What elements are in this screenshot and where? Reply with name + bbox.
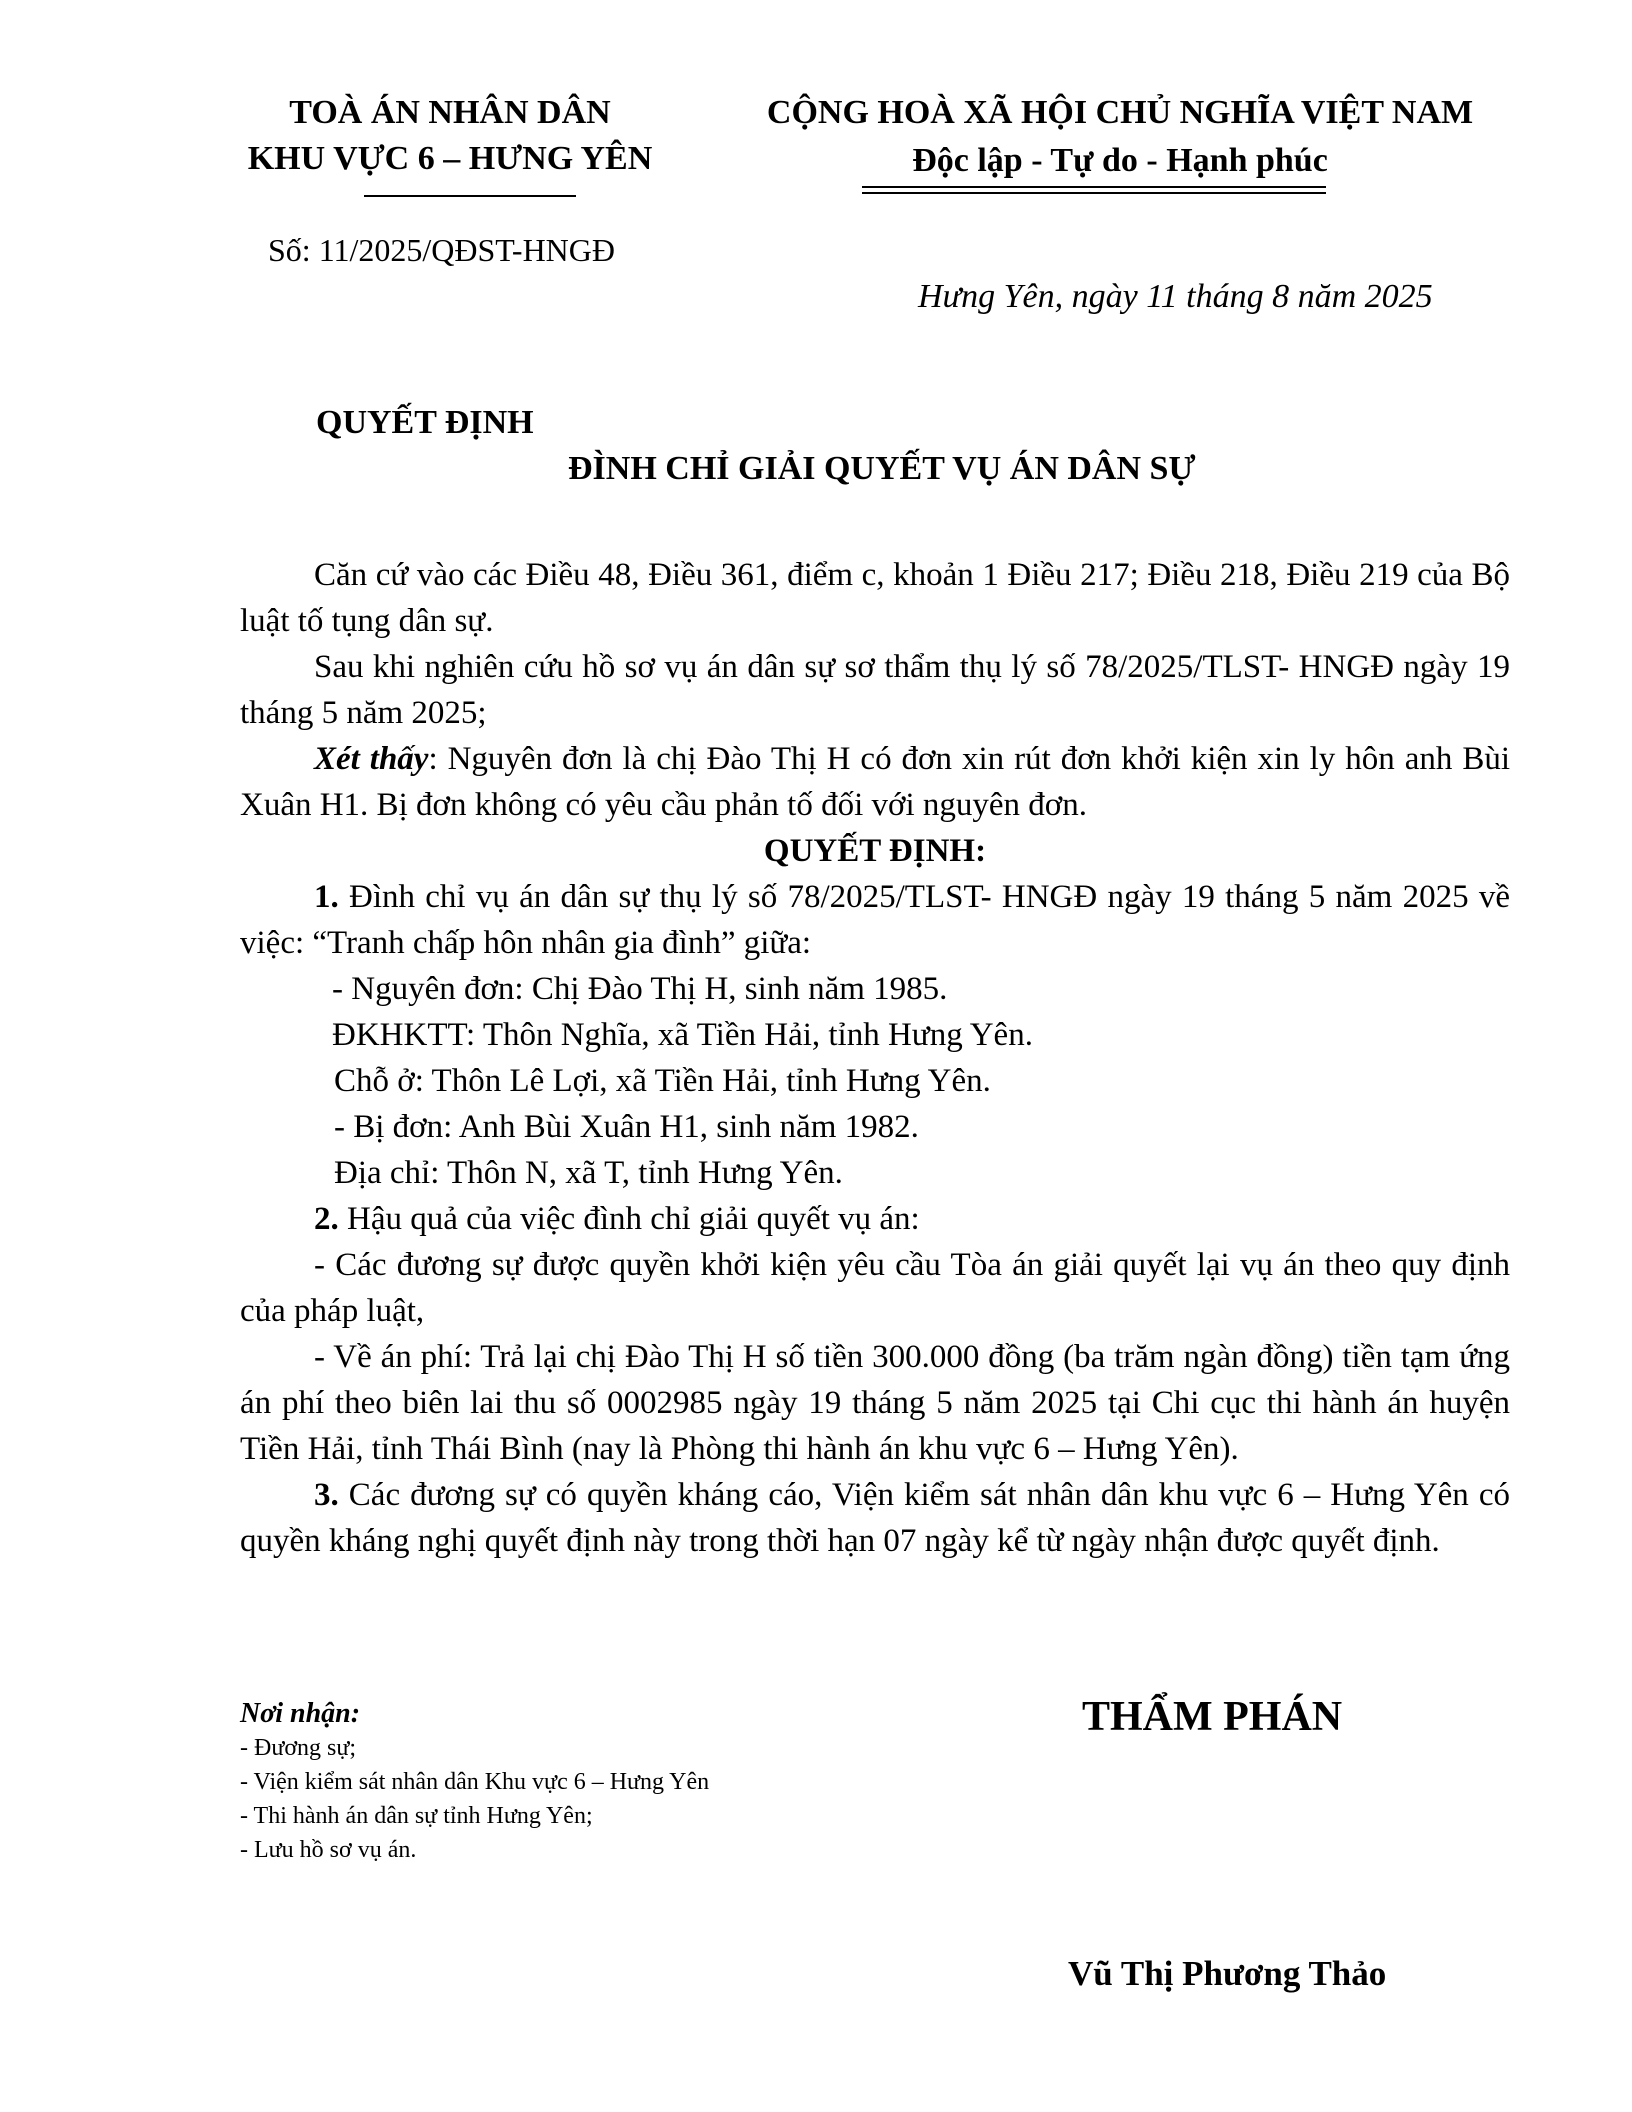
recipients-block: [240, 1697, 709, 1867]
place-and-date: Hưng Yên, ngày 11 tháng 8 năm 2025: [918, 278, 1433, 315]
decision-item-3: [240, 1472, 1510, 1564]
decision-item-2: [240, 1196, 1510, 1242]
motto-double-underline: [862, 186, 1326, 194]
findings-paragraph: [240, 736, 1510, 828]
document-title: QUYẾT ĐỊNH: [316, 404, 534, 441]
recipient-item: - Thi hành án dân sự tỉnh Hưng Yên;: [240, 1803, 593, 1829]
court-underline: [364, 195, 576, 197]
legal-basis-paragraph: Căn cứ vào các Điều 48, Điều 361, điểm c, khoản 1 Điều 217; Điều 218, Điều 219 của Bộ luật tố tụng dân sự.: [240, 557, 1510, 639]
judge-name: Vũ Thị Phương Thảo: [1068, 1954, 1387, 1993]
document-number: Số: 11/2025/QĐST-HNGĐ: [268, 232, 615, 268]
decision-heading: QUYẾT ĐỊNH:: [763, 833, 987, 869]
item-1-number: 1.: [314, 879, 339, 915]
decision-body: [240, 552, 1510, 1564]
item-2-number: 2.: [314, 1201, 339, 1237]
recipient-item: - Viện kiểm sát nhân dân Khu vực 6 – Hưng Yên: [240, 1769, 710, 1795]
judge-title: THẨM PHÁN: [1082, 1694, 1343, 1740]
court-name-line1: TOÀ ÁN NHÂN DÂN: [289, 94, 611, 131]
case-review-paragraph: Sau khi nghiên cứu hồ sơ vụ án dân sự sơ thẩm thụ lý số 78/2025/TLST- HNGĐ ngày 19 tháng 5 năm 2025;: [240, 649, 1510, 731]
item-3-text: Các đương sự có quyền kháng cáo, Viện kiểm sát nhân dân khu vực 6 – Hưng Yên có quyền kháng nghị quyết định này trong thời hạn 07 ngày kể từ ngày nhận được quyết định.: [240, 1477, 1510, 1559]
item-2-consequence-a: - Các đương sự được quyền khởi kiện yêu cầu Tòa án giải quyết lại vụ án theo quy định của pháp luật,: [240, 1247, 1510, 1329]
document-subtitle: ĐÌNH CHỈ GIẢI QUYẾT VỤ ÁN DÂN SỰ: [568, 450, 1196, 487]
plaintiff-line: - Nguyên đơn: Chị Đào Thị H, sinh năm 1985.: [332, 971, 948, 1007]
decision-item-1: [240, 874, 1510, 966]
national-motto: Độc lập - Tự do - Hạnh phúc: [912, 142, 1328, 179]
item-1-text: Đình chỉ vụ án dân sự thụ lý số 78/2025/TLST- HNGĐ ngày 19 tháng 5 năm 2025 về việc: “Tranh chấp hôn nhân gia đình” giữa:: [240, 879, 1510, 961]
findings-label: Xét thấy: [314, 741, 429, 777]
recipient-item: - Lưu hồ sơ vụ án.: [240, 1837, 417, 1863]
plaintiff-registration: ĐKHKTT: Thôn Nghĩa, xã Tiền Hải, tỉnh Hưng Yên.: [332, 1017, 1033, 1053]
court-name-line2: KHU VỰC 6 – HƯNG YÊN: [247, 140, 653, 177]
defendant-line: - Bị đơn: Anh Bùi Xuân H1, sinh năm 1982.: [334, 1109, 919, 1145]
item-2-text: Hậu quả của việc đình chỉ giải quyết vụ án:: [338, 1201, 920, 1237]
nation-name: CỘNG HOÀ XÃ HỘI CHỦ NGHĨA VIỆT NAM: [766, 94, 1474, 131]
item-3-number: 3.: [314, 1477, 339, 1513]
recipients-title: Nơi nhận:: [240, 1698, 361, 1729]
defendant-address: Địa chỉ: Thôn N, xã T, tỉnh Hưng Yên.: [334, 1155, 843, 1191]
item-2-court-fee: - Về án phí: Trả lại chị Đào Thị H số tiền 300.000 đồng (ba trăm ngàn đồng) tiền tạm ứng án phí theo biên lai thu số 0002985 ngày 19 tháng 5 năm 2025 tại Chi cục thi hành án huyện Tiền Hải, tỉnh Thái Bình (nay là Phòng thi hành án khu vực 6 – Hưng Yên).: [240, 1339, 1510, 1467]
recipient-item: - Đương sự;: [240, 1735, 357, 1761]
plaintiff-residence: Chỗ ở: Thôn Lê Lợi, xã Tiền Hải, tỉnh Hưng Yên.: [334, 1063, 991, 1099]
findings-text: : Nguyên đơn là chị Đào Thị H có đơn xin rút đơn khởi kiện xin ly hôn anh Bùi Xuân H1. Bị đơn không có yêu cầu phản tố đối với nguyên đơn.: [240, 741, 1510, 823]
